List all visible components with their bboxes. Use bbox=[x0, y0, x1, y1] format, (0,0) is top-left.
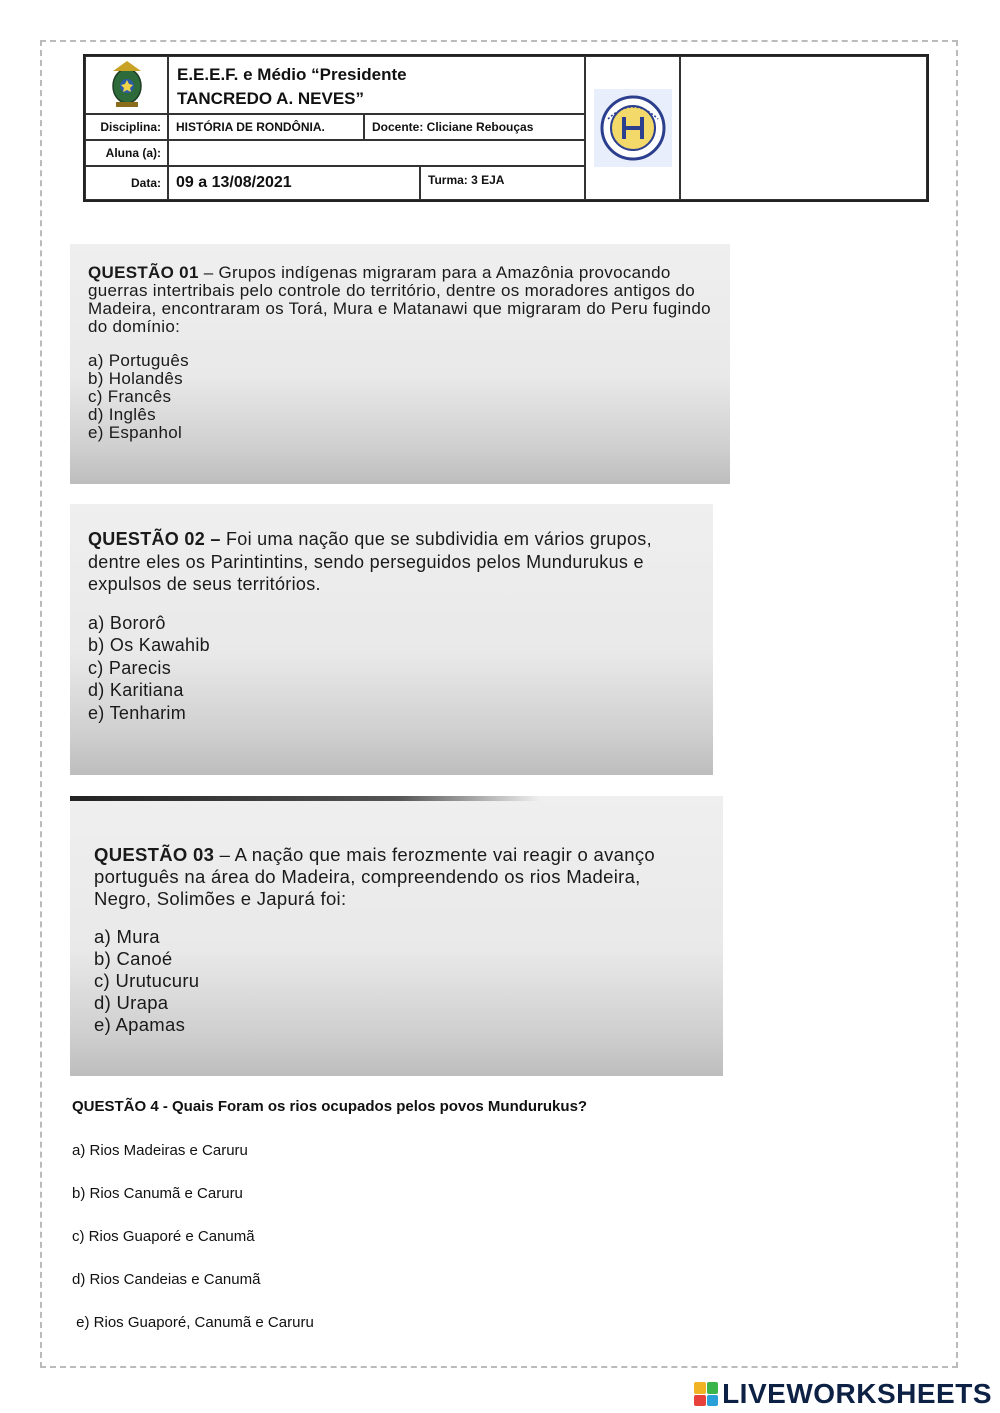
question-4-block bbox=[72, 1098, 932, 1331]
question-3-option-a: a) Mura bbox=[94, 926, 160, 947]
question-3-text: QUESTÃO 03 – A nação que mais ferozmente vai reagir o avanço português na área do Madeira, compreendendo os rios Madeira, Negro, Solimões e Japurá foi: bbox=[94, 844, 655, 909]
state-emblem-cell bbox=[85, 56, 168, 114]
school-seal-icon bbox=[594, 89, 672, 167]
header-table bbox=[83, 54, 929, 202]
question-2-block bbox=[70, 504, 713, 775]
question-3-option-b: b) Canoé bbox=[94, 948, 173, 969]
liveworksheets-brand bbox=[694, 1378, 992, 1410]
data-label: Data: bbox=[85, 166, 168, 200]
liveworksheets-logo-icon bbox=[694, 1382, 718, 1406]
question-4-title: QUESTÃO 4 - Quais Foram os rios ocupados pelos povos Mundurukus? bbox=[72, 1098, 588, 1115]
question-1-block bbox=[70, 244, 730, 484]
question-4-option-b[interactable]: b) Rios Canumã e Caruru bbox=[72, 1185, 243, 1202]
question-4-option-c[interactable]: c) Rios Guaporé e Canumã bbox=[72, 1228, 255, 1245]
question-3-option-e: e) Apamas bbox=[94, 1014, 186, 1035]
question-2-option-d: d) Karitiana bbox=[88, 680, 184, 700]
school-name-line2: TANCREDO A. NEVES” bbox=[177, 89, 365, 108]
blank-cell bbox=[680, 56, 927, 200]
question-1-text: QUESTÃO 01 – Grupos indígenas migraram para a Amazônia provocando guerras intertribais pelo controle do território, dentre os moradores antigos do Madeira, encontraram os Torá, Mura e Matanawi que migraram do Peru fugindo do domínio: bbox=[88, 263, 711, 336]
question-2-text: QUESTÃO 02 – Foi uma nação que se subdividia em vários grupos, dentre eles os Parintintins, sendo perseguidos pelos Mundurukus e expulsos de seus territórios. bbox=[88, 529, 652, 594]
school-logo-cell bbox=[585, 56, 680, 200]
question-3-block bbox=[70, 796, 723, 1076]
question-2-options bbox=[88, 612, 695, 725]
question-1-option-b: b) Holandês bbox=[88, 369, 183, 388]
question-1-option-c: c) Francês bbox=[88, 387, 172, 406]
school-name-cell bbox=[168, 56, 585, 114]
question-4-option-d[interactable]: d) Rios Candeias e Canumã bbox=[72, 1271, 261, 1288]
question-2-option-a: a) Bororô bbox=[88, 612, 166, 633]
disciplina-label: Disciplina: bbox=[85, 114, 168, 140]
question-1-option-d: d) Inglês bbox=[88, 405, 156, 424]
question-2-option-b: b) Os Kawahib bbox=[88, 635, 210, 655]
question-2-option-c: c) Parecis bbox=[88, 657, 172, 678]
question-4-option-a[interactable]: a) Rios Madeiras e Caruru bbox=[72, 1142, 248, 1159]
question-3-option-c: c) Urutucuru bbox=[94, 970, 200, 991]
aluna-label: Aluna (a): bbox=[85, 140, 168, 166]
question-1-options bbox=[88, 352, 712, 442]
aluna-input[interactable] bbox=[168, 140, 585, 166]
data-value: 09 a 13/08/2021 bbox=[168, 166, 420, 200]
brand-text: LIVEWORKSHEETS bbox=[722, 1378, 992, 1409]
question-3-options bbox=[94, 926, 699, 1036]
question-3-title: QUESTÃO 03 bbox=[94, 844, 215, 865]
docente-label: Docente: Cliciane Rebouças bbox=[364, 114, 585, 140]
question-4-option-e[interactable]: e) Rios Guaporé, Canumã e Caruru bbox=[72, 1314, 314, 1331]
state-emblem-icon bbox=[86, 57, 169, 113]
question-1-option-a: a) Português bbox=[88, 351, 189, 370]
school-name-line1: E.E.E.F. e Médio “Presidente bbox=[177, 65, 407, 84]
question-1-title: QUESTÃO 01 bbox=[88, 263, 199, 282]
question-1-option-e: e) Espanhol bbox=[88, 423, 183, 442]
question-2-option-e: e) Tenharim bbox=[88, 702, 187, 723]
question-2-title: QUESTÃO 02 – bbox=[88, 529, 221, 549]
question-3-option-d: d) Urapa bbox=[94, 992, 169, 1013]
turma-label: Turma: 3 EJA bbox=[420, 166, 585, 200]
disciplina-value: HISTÓRIA DE RONDÔNIA. bbox=[168, 114, 364, 140]
